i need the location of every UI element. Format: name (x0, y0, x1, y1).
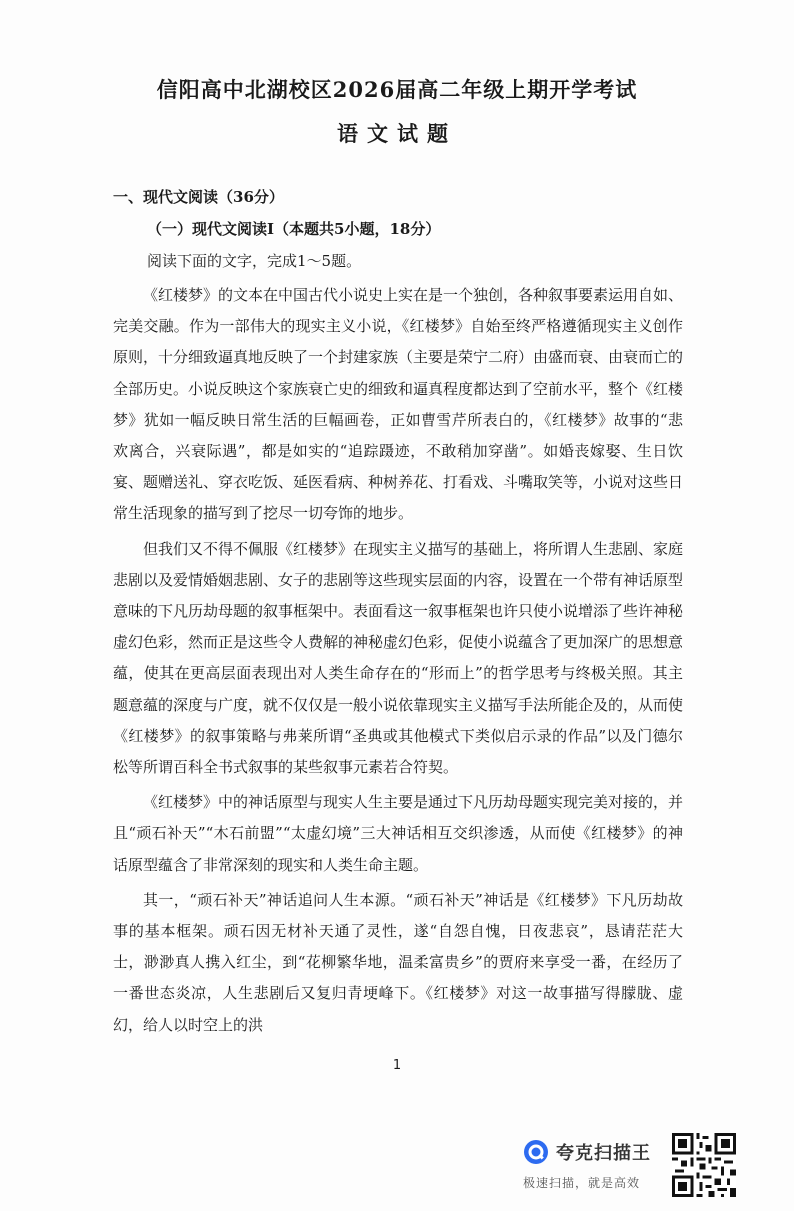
reading-passage (113, 280, 683, 1045)
watermark-brand: 夸克扫描王 (556, 1143, 651, 1164)
exam-title: 信阳高中北湖校区2026届高二年级上期开学考试 (156, 77, 638, 102)
qr-code-icon (672, 1133, 736, 1197)
page-number: 1 (392, 1058, 402, 1073)
passage-paragraph-2: 但我们又不得不佩服《红楼梦》在现实主义描写的基础上，将所谓人生悲剧、家庭悲剧以及爱情婚姻悲剧、女子的悲剧等这些现实层面的内容，设置在一个带有神话原型意味的下凡历劫母题的叙事框架中。表面看这一叙事框架也许只使小说增添了些许神秘虚幻色彩，然而正是这些令人费解的神秘虚幻色彩，促使小说蕴含了更加深广的思想意蕴，使其在更高层面表现出对人类生命存在的“形而上”的哲学思考与终极关照。其主题意蕴的深度与广度，就不仅仅是一般小说依靠现实主义描写手法所能企及的，从而使《红楼梦》的叙事策略与弗莱所谓“圣典或其他模式下类似启示录的作品”以及门德尔松等所谓百科全书式叙事的某些叙事元素若合符契。 (113, 539, 684, 777)
passage-paragraph-3: 《红楼梦》中的神话原型与现实人生主要是通过下凡历劫母题实现完美对接的，并且“顽石补天”“木石前盟”“太虚幻境”三大神话相互交织渗透，从而使《红楼梦》的神话原型蕴含了非常深刻的现实和人类生命主题。 (113, 793, 684, 874)
watermark-slogan: 极速扫描，就是高效 (523, 1176, 641, 1190)
passage-paragraph-1: 《红楼梦》的文本在中国古代小说史上实在是一个独创，各种叙事要素运用自如、完美交融。作为一部伟大的现实主义小说，《红楼梦》自始至终严格遵循现实主义创作原则，十分细致逼真地反映了一个封建家族（主要是荣宁二府）由盛而衰、由衰而亡的全部历史。小说反映这个家族衰亡史的细致和逼真程度都达到了空前水平，整个《红楼梦》犹如一幅反映日常生活的巨幅画卷，正如曹雪芹所表白的，《红楼梦》故事的“悲欢离合，兴衰际遇”，都是如实的“追踪蹑迹，不敢稍加穿凿”。如婚丧嫁娶、生日饮宴、题赠送礼、穿衣吃饭、延医看病、种树养花、打看戏、斗嘴取笑等，小说对这些日常生活现象的描写到了挖尽一切夸饰的地步。 (113, 286, 684, 523)
passage-paragraph-4: 其一，“顽石补天”神话追问人生本源。“顽石补天”神话是《红楼梦》下凡历劫故事的基本框架。顽石因无材补天通了灵性，遂“自怨自愧，日夜悲哀”，恳请茫茫大士，渺渺真人携入红尘，到“花柳繁华地，温柔富贵乡”的贾府来享受一番，在经历了一番世态炎凉，人生悲剧后又复归青埂峰下。《红楼梦》对这一故事描写得朦胧、虚幻，给人以时空上的洪 (113, 890, 683, 1034)
exam-subtitle: 语文试题 (337, 121, 457, 146)
scanner-watermark (520, 1133, 740, 1197)
sub-section-heading: （一）现代文阅读Ⅰ（本题共5小题，18分） (147, 220, 441, 238)
reading-instruction: 阅读下面的文字，完成1～5题。 (147, 252, 362, 270)
section-heading: 一、现代文阅读（36分） (113, 188, 284, 206)
quark-logo-icon (523, 1139, 549, 1165)
